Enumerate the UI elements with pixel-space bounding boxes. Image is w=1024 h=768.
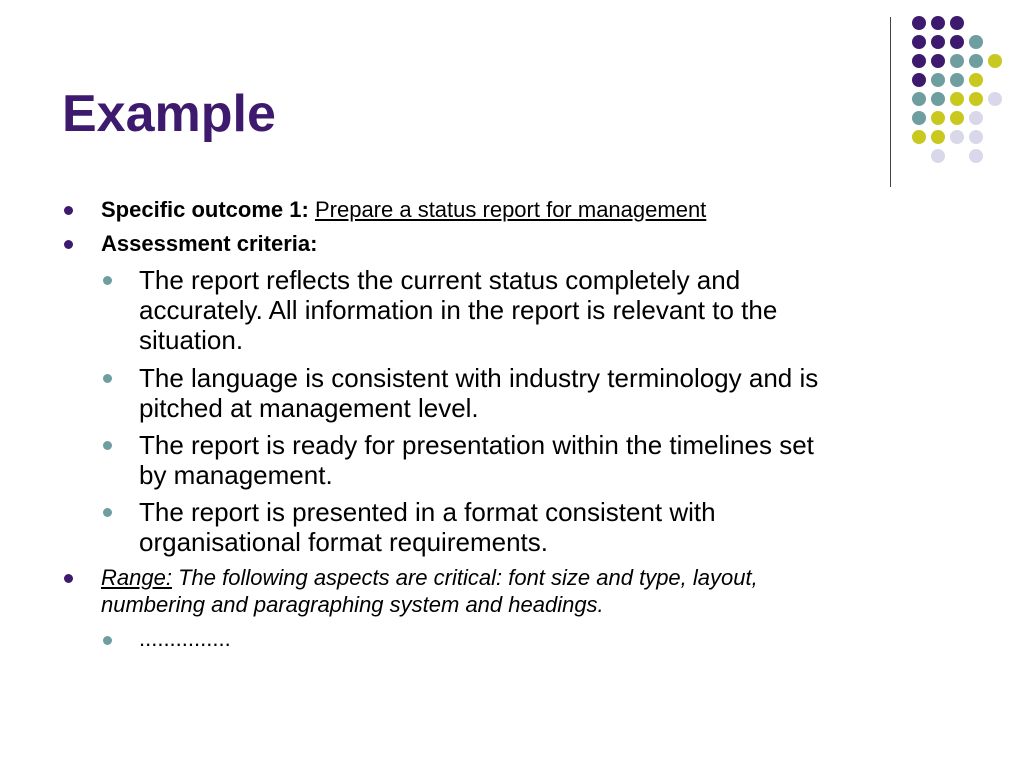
decor-dot [912,111,926,125]
decor-dot [912,54,926,68]
decor-dot [931,111,945,125]
sub-bullet-icon [103,374,112,383]
decor-dot [969,54,983,68]
sub-bullet-icon [103,636,112,645]
decor-dot [988,92,1002,106]
decor-dot [969,35,983,49]
outcome-label: Specific outcome 1: [101,197,309,222]
criteria-item-line: situation. [139,325,244,355]
sub-bullet-icon [103,508,112,517]
decor-dot [950,73,964,87]
decor-dot [931,54,945,68]
decor-dot [931,130,945,144]
criteria-item-line: pitched at management level. [139,393,479,423]
decor-dot [950,54,964,68]
bullet-icon [64,240,73,249]
criteria-label: Assessment criteria: [101,231,318,256]
criteria-item-line: The language is consistent with industry terminology and is [139,363,819,393]
decor-dot [912,130,926,144]
decor-dot [950,16,964,30]
sub-bullet-icon [103,276,112,285]
criteria-item-line: The report is ready for presentation within the timelines set [139,430,814,460]
decor-dot [969,111,983,125]
range-line: numbering and paragraphing system and headings. [101,592,604,617]
decor-dot [969,92,983,106]
range-label: Range: [101,565,172,590]
criteria-item-line: by management. [139,460,333,490]
decor-dot [912,35,926,49]
criteria-item-line: The report is presented in a format consistent with [139,497,716,527]
criteria-item-line: The report reflects the current status completely and [139,265,741,295]
decor-dot [931,92,945,106]
sub-bullet-icon [103,441,112,450]
decor-dot [912,73,926,87]
bullet-icon [64,206,73,215]
decor-dot [912,16,926,30]
decor-dot [931,149,945,163]
range-line [101,565,758,591]
decor-dot [912,92,926,106]
range-text: The following aspects are critical: font size and type, layout, [178,565,758,590]
decor-dot [950,130,964,144]
criteria-item-line: organisational format requirements. [139,527,548,557]
decor-dot [969,149,983,163]
criteria-item-line: accurately. All information in the report is relevant to the [139,295,778,325]
decor-dot [931,16,945,30]
range-sub-item: ............... [139,626,231,651]
slide-title: Example [62,85,276,143]
title-divider [890,17,891,187]
decor-dot [969,73,983,87]
bullet-icon [64,574,73,583]
decor-dot [969,130,983,144]
decor-dot [950,92,964,106]
decor-dot [931,35,945,49]
decor-dot [950,111,964,125]
decor-dot [950,35,964,49]
decor-dot [988,54,1002,68]
outcome-line [101,197,706,223]
decor-dot [931,73,945,87]
outcome-text: Prepare a status report for management [314,197,707,222]
